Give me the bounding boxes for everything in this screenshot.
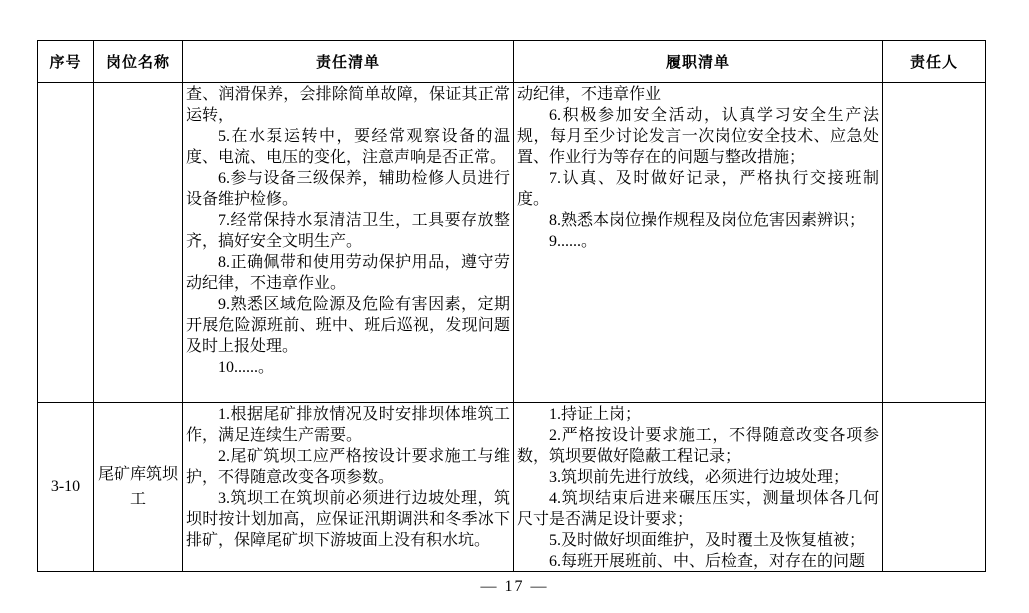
performance-paragraph: 1.持证上岗； bbox=[549, 406, 642, 423]
performance-text bbox=[517, 84, 879, 401]
duty-paragraph: 7.经常保持水泵清洁卫生，工具要存放整齐，搞好安全文明生产。 bbox=[186, 212, 510, 250]
duty-paragraph: 10......。 bbox=[218, 359, 275, 376]
cell-duties bbox=[183, 403, 514, 572]
performance-paragraph: 3.筑坝前先进行放线，必须进行边坡处理； bbox=[549, 469, 850, 486]
duties-text bbox=[186, 84, 510, 401]
duty-paragraph: 3.筑坝工在筑坝前必须进行边坡处理，筑坝时按计划加高，应保证汛期调洪和冬季冰下排矿，保障尾矿坝下游坡面上没有积水坑。 bbox=[186, 490, 510, 549]
performance-paragraph: 6.积极参加安全活动，认真学习安全生产法规，每月至少讨论发言一次岗位安全技术、应急处置、作业行为等存在的问题与整改措施； bbox=[517, 107, 879, 166]
cell-seq: 3-10 bbox=[38, 403, 94, 572]
cell-position bbox=[94, 83, 183, 403]
page-number: — 17 — bbox=[480, 578, 549, 595]
cell-duties bbox=[183, 83, 514, 403]
header-row bbox=[38, 41, 986, 83]
performance-paragraph: 5.及时做好坝面维护，及时覆土及恢复植被； bbox=[549, 532, 866, 549]
cell-responsible bbox=[883, 83, 986, 403]
duty-paragraph: 9.熟悉区域危险源及危险有害因素，定期开展危险源班前、班中、班后巡视，发现问题及时上报处理。 bbox=[186, 296, 510, 355]
duty-paragraph: 5.在水泵运转中，要经常观察设备的温度、电流、电压的变化，注意声响是否正常。 bbox=[186, 128, 510, 166]
performance-paragraph: 动纪律，不违章作业 bbox=[517, 86, 662, 103]
performance-paragraph: 7.认真、及时做好记录，严格执行交接班制度。 bbox=[517, 170, 879, 208]
table-row bbox=[38, 403, 986, 572]
performance-paragraph: 6.每班开展班前、中、后检查，对存在的问题 bbox=[549, 553, 866, 570]
col-header-responsible: 责任人 bbox=[883, 41, 986, 83]
cell-performance bbox=[514, 83, 883, 403]
duty-paragraph: 查、润滑保养，会排除简单故障，保证其正常运转， bbox=[186, 86, 510, 124]
cell-responsible bbox=[883, 403, 986, 572]
duty-table bbox=[37, 40, 986, 572]
performance-text bbox=[517, 404, 879, 570]
col-header-duties: 责任清单 bbox=[183, 41, 514, 83]
cell-seq bbox=[38, 83, 94, 403]
performance-paragraph: 4.筑坝结束后进来碾压压实，测量坝体各几何尺寸是否满足设计要求； bbox=[517, 490, 879, 528]
duty-paragraph: 1.根据尾矿排放情况及时安排坝体堆筑工作，满足连续生产需要。 bbox=[186, 406, 510, 444]
duty-paragraph: 2.尾矿筑坝工应严格按设计要求施工与维护，不得随意改变各项参数。 bbox=[186, 448, 510, 486]
table-row bbox=[38, 83, 986, 403]
duty-paragraph: 6.参与设备三级保养，辅助检修人员进行设备维护检修。 bbox=[186, 170, 510, 208]
duties-text bbox=[186, 404, 510, 570]
performance-paragraph: 9......。 bbox=[549, 233, 598, 250]
cell-position: 尾矿库筑坝工 bbox=[94, 403, 183, 572]
duty-paragraph: 8.正确佩带和使用劳动保护用品，遵守劳动纪律，不违章作业。 bbox=[186, 254, 510, 292]
performance-paragraph: 2.严格按设计要求施工，不得随意改变各项参数，筑坝要做好隐蔽工程记录； bbox=[517, 427, 879, 465]
performance-paragraph: 8.熟悉本岗位操作规程及岗位危害因素辨识； bbox=[549, 212, 866, 229]
cell-performance bbox=[514, 403, 883, 572]
col-header-position: 岗位名称 bbox=[94, 41, 183, 83]
col-header-seq: 序号 bbox=[38, 41, 94, 83]
col-header-performance: 履职清单 bbox=[514, 41, 883, 83]
